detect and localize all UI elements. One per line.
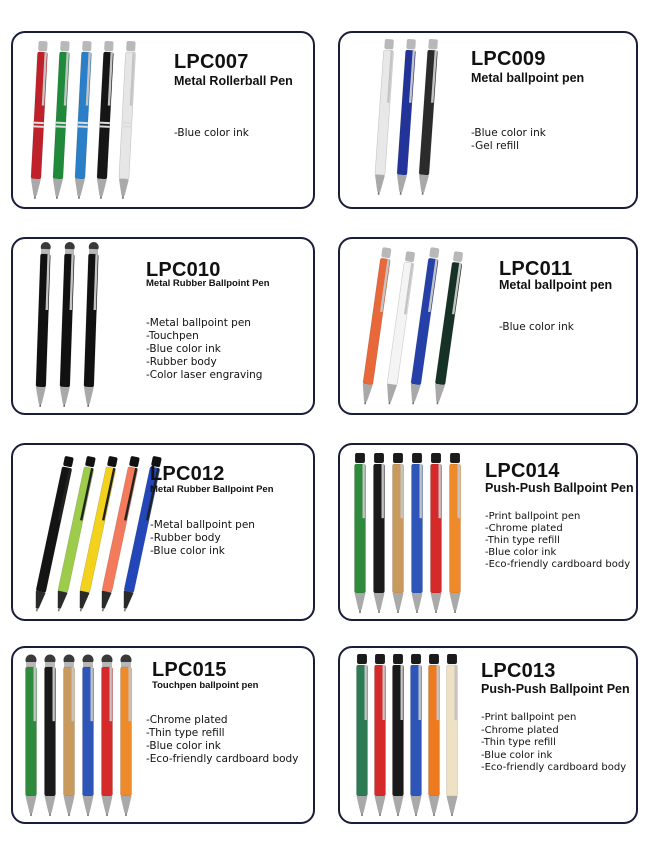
feature-item: -Eco-friendly cardboard body (481, 762, 627, 773)
pen-icon (96, 41, 114, 199)
product-card-lpc012 (11, 443, 315, 621)
product-card-lpc013 (338, 646, 638, 824)
feature-item: -Eco-friendly cardboard body (146, 753, 299, 765)
feature-item: -Thin type refill (481, 737, 556, 748)
pen-icon (374, 453, 385, 613)
pen-icon (102, 655, 113, 817)
product-title: Metal ballpoint pen (499, 278, 613, 292)
pen-icon (411, 654, 422, 816)
pen-icon (83, 242, 99, 407)
feature-list (146, 714, 298, 766)
feature-list (174, 127, 249, 140)
feature-item: -Blue color ink (146, 740, 221, 752)
product-card-lpc010 (11, 237, 315, 415)
pen-icon (59, 242, 75, 407)
feature-item: -Chrome plated (146, 714, 228, 726)
pen-icon (431, 453, 442, 613)
product-title: Touchpen ballpoint pen (152, 680, 259, 691)
pen-icon (396, 39, 417, 195)
product-title: Metal Rollerball Pen (174, 74, 293, 88)
feature-item: -Metal ballpoint pen (150, 519, 255, 531)
pen-icon (74, 41, 92, 199)
pen-icon (432, 251, 463, 405)
feature-item: -Chrome plated (481, 724, 559, 736)
feature-item: -Thin type refill (485, 535, 560, 546)
pen-icon (64, 655, 75, 817)
product-code: LPC007 (174, 51, 249, 73)
product-title: Metal Rubber Ballpoint Pen (146, 278, 270, 289)
pen-icon (429, 654, 440, 816)
product-card-lpc007 (11, 31, 315, 209)
feature-item: -Blue color ink (471, 127, 546, 139)
product-code: LPC013 (481, 660, 556, 682)
pen-photo-lpc007 (13, 33, 313, 207)
pen-icon (447, 654, 458, 816)
product-code: LPC012 (150, 463, 225, 485)
pen-icon (450, 453, 461, 613)
feature-item: -Metal ballpoint pen (146, 317, 251, 329)
pen-icon (375, 654, 386, 816)
pen-icon (360, 247, 392, 405)
product-title: Metal Rubber Ballpoint Pen (150, 484, 274, 495)
feature-item: -Blue color ink (150, 545, 225, 557)
product-code: LPC015 (152, 659, 227, 681)
feature-item: -Blue color ink (481, 749, 553, 761)
product-title: Metal ballpoint pen (471, 71, 585, 85)
feature-item: -Gel refill (471, 140, 520, 152)
feature-item: -Touchpen (146, 330, 199, 342)
feature-item: -Color laser engraving (146, 369, 263, 381)
pen-icon (357, 654, 368, 816)
feature-item: -Rubber body (146, 356, 217, 368)
product-code: LPC009 (471, 48, 546, 70)
pen-icon (374, 39, 395, 195)
product-code: LPC010 (146, 259, 221, 281)
pen-icon (393, 453, 404, 613)
pen-icon (35, 242, 51, 407)
product-code: LPC011 (499, 258, 573, 280)
pen-icon (393, 654, 404, 816)
feature-item: -Blue color ink (146, 343, 221, 355)
feature-item: -Print ballpoint pen (485, 511, 581, 522)
product-title: Push-Push Ballpoint Pen (481, 682, 630, 696)
pen-icon (121, 655, 132, 817)
product-card-lpc011 (338, 237, 638, 415)
feature-item: -Rubber body (150, 532, 221, 544)
pen-icon (30, 41, 48, 199)
product-code: LPC014 (485, 460, 560, 482)
pen-photo-lpc011 (340, 239, 636, 413)
feature-item: -Blue color ink (174, 127, 249, 139)
pen-icon (412, 453, 423, 613)
feature-item: -Blue color ink (499, 321, 574, 333)
feature-item: -Print ballpoint pen (481, 712, 577, 723)
pen-icon (45, 655, 56, 817)
feature-list (481, 712, 626, 775)
feature-list (150, 519, 255, 558)
pen-icon (118, 41, 136, 199)
pen-icon (26, 655, 37, 817)
product-card-lpc014 (338, 443, 638, 621)
feature-list (485, 511, 630, 571)
product-title: Push-Push Ballpoint Pen (485, 481, 634, 495)
feature-item: -Chrome plated (485, 523, 563, 534)
feature-list (471, 127, 546, 153)
feature-list (499, 321, 574, 334)
pen-icon (355, 453, 366, 613)
pen-icon (52, 41, 70, 199)
pen-icon (83, 655, 94, 817)
feature-item: -Eco-friendly cardboard body (485, 559, 631, 570)
feature-item: -Blue color ink (485, 547, 557, 558)
product-card-lpc015 (11, 646, 315, 824)
product-card-lpc009 (338, 31, 638, 209)
feature-item: -Thin type refill (146, 727, 225, 739)
pen-icon (418, 39, 439, 195)
feature-list (146, 317, 262, 382)
